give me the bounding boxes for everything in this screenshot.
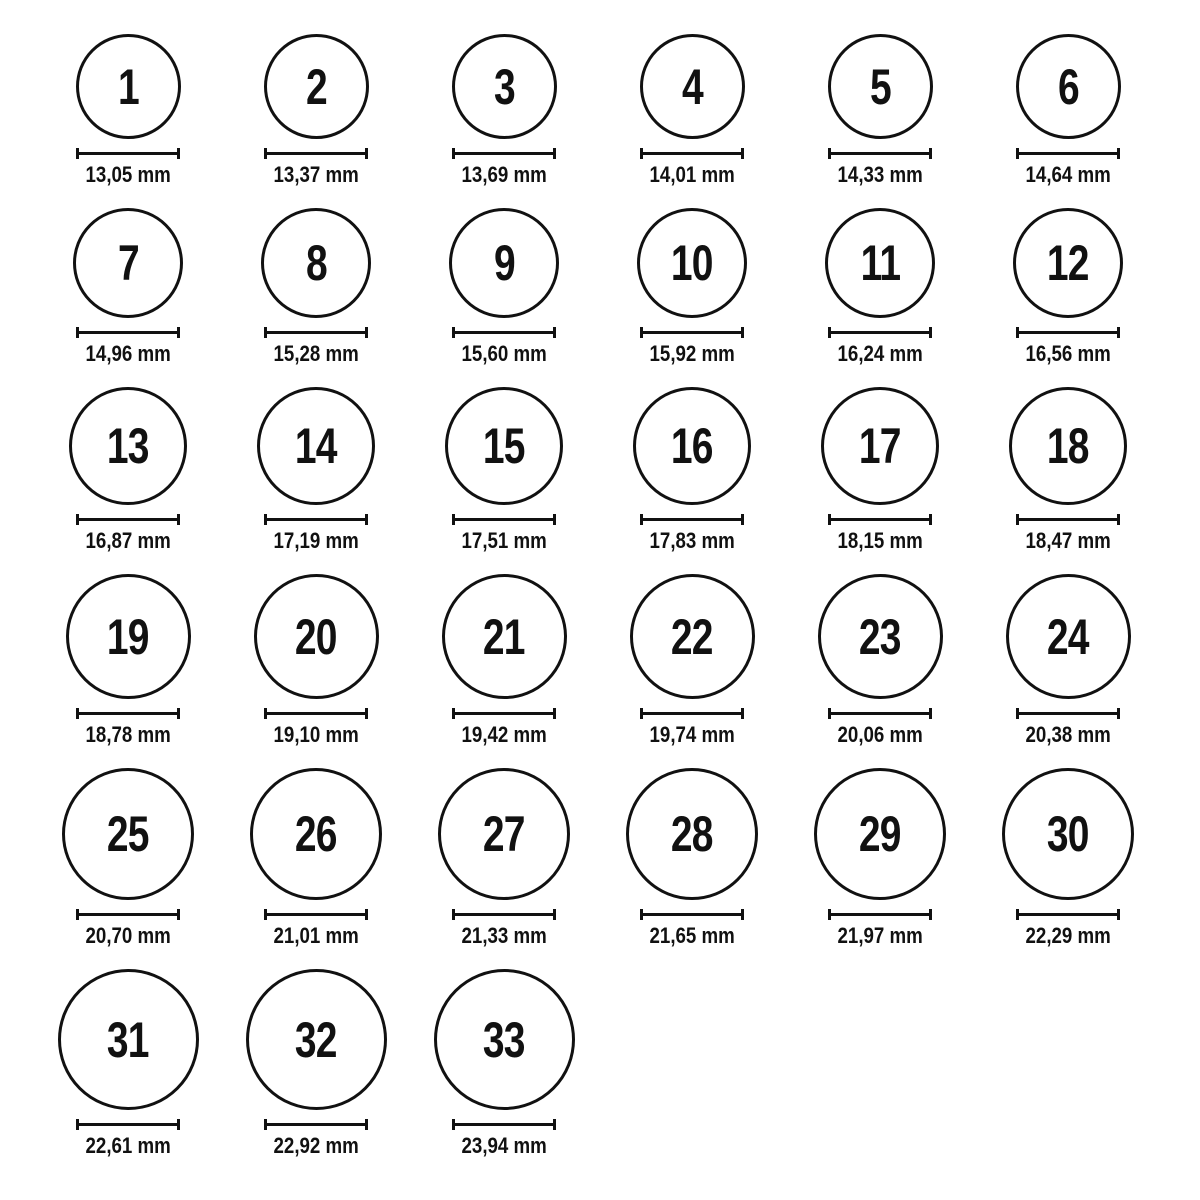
ring-cell bbox=[34, 34, 222, 188]
diameter-label: 16,87 mm bbox=[85, 528, 171, 553]
ring-size-number: 3 bbox=[493, 58, 515, 115]
diameter-measure-line bbox=[1016, 909, 1120, 920]
diameter-label: 15,28 mm bbox=[273, 341, 359, 366]
ring-circle bbox=[1009, 387, 1127, 505]
ring-cell bbox=[34, 574, 222, 748]
diameter-label: 16,24 mm bbox=[837, 341, 923, 366]
diameter-measure-line bbox=[640, 514, 744, 525]
ring-size-number: 8 bbox=[305, 235, 327, 291]
diameter-label: 14,01 mm bbox=[649, 162, 735, 187]
ring-cell bbox=[222, 574, 410, 748]
diameter-label: 17,19 mm bbox=[273, 528, 359, 553]
ring-size-number: 2 bbox=[305, 58, 327, 115]
diameter-measure-line bbox=[828, 708, 932, 719]
ring-circle bbox=[69, 387, 187, 505]
diameter-label: 13,37 mm bbox=[273, 162, 359, 187]
ring-size-number: 31 bbox=[107, 1011, 149, 1068]
ring-cell bbox=[410, 34, 598, 188]
ring-size-number: 15 bbox=[483, 418, 525, 474]
diameter-measure-line bbox=[1016, 327, 1120, 338]
ring-size-number: 33 bbox=[483, 1011, 525, 1068]
ring-size-number: 29 bbox=[859, 806, 901, 862]
ring-cell bbox=[222, 768, 410, 949]
ring-circle bbox=[626, 768, 758, 900]
diameter-label: 19,74 mm bbox=[649, 722, 735, 747]
diameter-label: 13,05 mm bbox=[85, 162, 171, 187]
diameter-measure-line bbox=[76, 148, 180, 159]
ring-circle bbox=[1006, 574, 1131, 699]
diameter-label: 18,47 mm bbox=[1025, 528, 1111, 553]
ring-size-number: 30 bbox=[1047, 806, 1089, 862]
ring-cell bbox=[34, 387, 222, 554]
ring-size-number: 13 bbox=[107, 418, 149, 474]
ring-cell bbox=[222, 969, 410, 1159]
diameter-measure-line bbox=[452, 514, 556, 525]
ring-circle bbox=[73, 208, 183, 318]
ring-size-number: 26 bbox=[295, 806, 337, 862]
diameter-measure-line bbox=[76, 909, 180, 920]
diameter-label: 17,83 mm bbox=[649, 528, 735, 553]
ring-circle bbox=[254, 574, 379, 699]
ring-circle bbox=[821, 387, 939, 505]
diameter-measure-line bbox=[264, 148, 368, 159]
ring-circle bbox=[825, 208, 935, 318]
ring-cell bbox=[410, 574, 598, 748]
diameter-label: 19,42 mm bbox=[461, 722, 547, 747]
ring-size-number: 9 bbox=[493, 235, 515, 291]
ring-size-number: 12 bbox=[1047, 235, 1089, 291]
diameter-label: 21,01 mm bbox=[273, 923, 359, 948]
ring-circle bbox=[246, 969, 387, 1110]
ring-circle bbox=[828, 34, 933, 139]
ring-cell bbox=[222, 208, 410, 367]
ring-cell bbox=[410, 387, 598, 554]
diameter-measure-line bbox=[452, 148, 556, 159]
ring-circle bbox=[434, 969, 575, 1110]
ring-size-number: 27 bbox=[483, 806, 525, 862]
diameter-label: 13,69 mm bbox=[461, 162, 547, 187]
diameter-measure-line bbox=[264, 909, 368, 920]
ring-size-number: 17 bbox=[859, 418, 901, 474]
diameter-label: 22,29 mm bbox=[1025, 923, 1111, 948]
ring-cell bbox=[598, 208, 786, 367]
ring-circle bbox=[257, 387, 375, 505]
diameter-measure-line bbox=[828, 514, 932, 525]
ring-circle bbox=[452, 34, 557, 139]
ring-cell bbox=[410, 969, 598, 1159]
diameter-label: 14,33 mm bbox=[837, 162, 923, 187]
diameter-measure-line bbox=[640, 148, 744, 159]
ring-cell bbox=[598, 387, 786, 554]
diameter-label: 16,56 mm bbox=[1025, 341, 1111, 366]
diameter-measure-line bbox=[640, 327, 744, 338]
ring-row bbox=[34, 34, 1200, 188]
ring-cell bbox=[786, 208, 974, 367]
diameter-measure-line bbox=[76, 1119, 180, 1130]
ring-cell bbox=[786, 34, 974, 188]
diameter-label: 20,06 mm bbox=[837, 722, 923, 747]
diameter-label: 22,92 mm bbox=[273, 1133, 359, 1158]
ring-circle bbox=[818, 574, 943, 699]
diameter-label: 14,96 mm bbox=[85, 341, 171, 366]
diameter-measure-line bbox=[452, 1119, 556, 1130]
ring-circle bbox=[1016, 34, 1121, 139]
diameter-label: 17,51 mm bbox=[461, 528, 547, 553]
ring-row bbox=[34, 969, 1200, 1159]
ring-cell bbox=[34, 208, 222, 367]
diameter-label: 15,60 mm bbox=[461, 341, 547, 366]
ring-size-number: 4 bbox=[681, 58, 703, 115]
ring-cell bbox=[222, 34, 410, 188]
ring-circle bbox=[630, 574, 755, 699]
ring-size-number: 10 bbox=[671, 235, 713, 291]
ring-size-number: 6 bbox=[1057, 58, 1079, 115]
ring-circle bbox=[814, 768, 946, 900]
diameter-measure-line bbox=[452, 909, 556, 920]
diameter-measure-line bbox=[1016, 708, 1120, 719]
ring-cell bbox=[222, 387, 410, 554]
ring-cell bbox=[410, 768, 598, 949]
ring-circle bbox=[62, 768, 194, 900]
ring-circle bbox=[76, 34, 181, 139]
ring-circle bbox=[637, 208, 747, 318]
diameter-label: 18,78 mm bbox=[85, 722, 171, 747]
ring-size-number: 32 bbox=[295, 1011, 337, 1068]
ring-circle bbox=[264, 34, 369, 139]
diameter-label: 20,70 mm bbox=[85, 923, 171, 948]
ring-circle bbox=[442, 574, 567, 699]
diameter-label: 21,97 mm bbox=[837, 923, 923, 948]
diameter-measure-line bbox=[828, 148, 932, 159]
diameter-label: 15,92 mm bbox=[649, 341, 735, 366]
diameter-measure-line bbox=[452, 708, 556, 719]
ring-circle bbox=[449, 208, 559, 318]
diameter-measure-line bbox=[264, 708, 368, 719]
diameter-label: 21,33 mm bbox=[461, 923, 547, 948]
diameter-measure-line bbox=[828, 909, 932, 920]
ring-circle bbox=[445, 387, 563, 505]
ring-cell bbox=[786, 574, 974, 748]
ring-size-number: 16 bbox=[671, 418, 713, 474]
diameter-measure-line bbox=[640, 708, 744, 719]
ring-circle bbox=[1002, 768, 1134, 900]
ring-size-number: 18 bbox=[1047, 418, 1089, 474]
ring-size-number: 25 bbox=[107, 806, 149, 862]
diameter-measure-line bbox=[1016, 148, 1120, 159]
diameter-label: 21,65 mm bbox=[649, 923, 735, 948]
ring-circle bbox=[58, 969, 199, 1110]
diameter-label: 23,94 mm bbox=[461, 1133, 547, 1158]
ring-size-number: 11 bbox=[860, 235, 900, 291]
ring-circle bbox=[438, 768, 570, 900]
ring-size-number: 21 bbox=[483, 608, 525, 665]
diameter-measure-line bbox=[264, 1119, 368, 1130]
ring-size-number: 24 bbox=[1047, 608, 1089, 665]
ring-cell bbox=[34, 969, 222, 1159]
ring-cell bbox=[974, 34, 1162, 188]
diameter-label: 22,61 mm bbox=[85, 1133, 171, 1158]
diameter-measure-line bbox=[828, 327, 932, 338]
ring-circle bbox=[640, 34, 745, 139]
diameter-label: 14,64 mm bbox=[1025, 162, 1111, 187]
ring-cell bbox=[974, 574, 1162, 748]
diameter-label: 18,15 mm bbox=[837, 528, 923, 553]
ring-size-number: 5 bbox=[869, 58, 891, 115]
diameter-measure-line bbox=[452, 327, 556, 338]
ring-size-number: 19 bbox=[107, 608, 149, 665]
ring-size-number: 23 bbox=[859, 608, 901, 665]
ring-size-number: 1 bbox=[117, 58, 139, 115]
ring-cell bbox=[598, 768, 786, 949]
diameter-measure-line bbox=[1016, 514, 1120, 525]
ring-size-number: 7 bbox=[117, 235, 139, 291]
diameter-label: 20,38 mm bbox=[1025, 722, 1111, 747]
ring-row bbox=[34, 768, 1200, 949]
diameter-label: 19,10 mm bbox=[273, 722, 359, 747]
ring-circle bbox=[1013, 208, 1123, 318]
ring-row bbox=[34, 208, 1200, 367]
ring-size-number: 20 bbox=[295, 608, 337, 665]
ring-row bbox=[34, 574, 1200, 748]
ring-size-number: 22 bbox=[671, 608, 713, 665]
diameter-measure-line bbox=[264, 514, 368, 525]
ring-cell bbox=[974, 387, 1162, 554]
diameter-measure-line bbox=[264, 327, 368, 338]
ring-circle bbox=[261, 208, 371, 318]
diameter-measure-line bbox=[76, 514, 180, 525]
ring-cell bbox=[598, 34, 786, 188]
ring-cell bbox=[974, 208, 1162, 367]
ring-circle bbox=[633, 387, 751, 505]
ring-circle bbox=[66, 574, 191, 699]
ring-size-number: 28 bbox=[671, 806, 713, 862]
ring-cell bbox=[410, 208, 598, 367]
ring-cell bbox=[786, 768, 974, 949]
ring-cell bbox=[34, 768, 222, 949]
ring-size-number: 14 bbox=[295, 418, 337, 474]
ring-row bbox=[34, 387, 1200, 554]
diameter-measure-line bbox=[76, 327, 180, 338]
ring-cell bbox=[786, 387, 974, 554]
diameter-measure-line bbox=[76, 708, 180, 719]
ring-cell bbox=[598, 574, 786, 748]
ring-cell bbox=[974, 768, 1162, 949]
diameter-measure-line bbox=[640, 909, 744, 920]
ring-circle bbox=[250, 768, 382, 900]
